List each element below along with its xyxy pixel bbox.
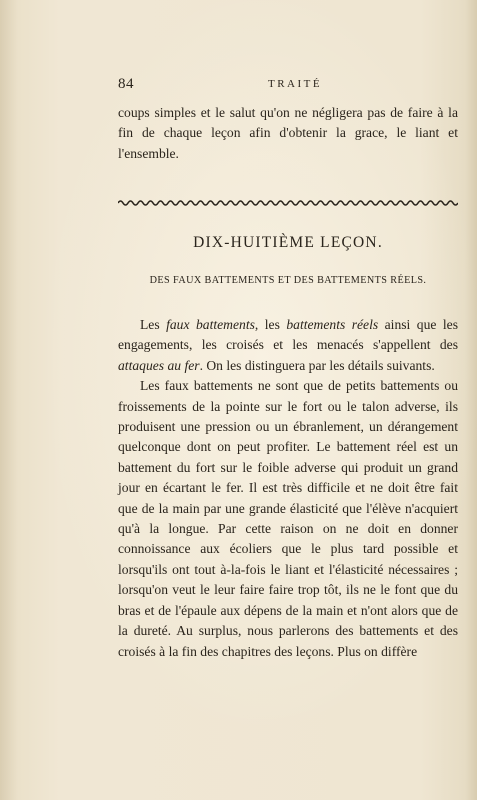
- paragraph-1-em2: battements réels: [286, 317, 379, 332]
- intro-paragraph: [118, 103, 458, 164]
- paragraph-1-part1: Les: [140, 317, 167, 332]
- page-header: [118, 76, 458, 96]
- body-text: [118, 315, 458, 662]
- page-number: 84: [118, 76, 134, 92]
- paragraph-1-em1: faux battements: [166, 317, 255, 332]
- running-title: TRAITÉ: [268, 78, 323, 90]
- wavy-rule-ornament: [118, 198, 458, 208]
- paragraph-1-part3: ainsi que les engagements, les croisés et les menacés s'appellent des: [118, 317, 459, 353]
- intro-text: coups simples et le salut qu'on ne négligera pas de faire à la fin de chaque leçon afin d'obtenir la grace, le liant et l'ensemble.: [118, 105, 458, 161]
- paragraph-1-part2: , les: [254, 317, 287, 332]
- paragraph-1: [118, 315, 458, 376]
- chapter-subtitle: DES FAUX BATTEMENTS ET DES BATTEMENTS RÉELS.: [149, 275, 427, 286]
- chapter-title: DIX-HUITIÈME LEÇON.: [193, 234, 383, 251]
- paragraph-1-em3: attaques au fer: [118, 357, 200, 373]
- paragraph-2: Les faux battements ne sont que de petits battements ou froissements de la pointe sur le fort ou le talon adverse, ils produisent une pression ou un ébranlement, un dérangement quelconque dont on peut profiter. Le battement réel est un battement du fort sur le foible adverse qui produit un grand jour en écartant le fer. Il est très difficile et ne doit être fait que de la main par une grande élasticité que l'élève n'acquiert qu'à la longue. Par cette raison on ne doit en donner connoissance aux écoliers que le plus tard possible et lorsqu'ils ont tout à-la-fois le liant et l'élasticité nécessaires ; lorsqu'on veut le leur faire faire trop tôt, ils ne le font que du bras et de l'épaule aux dépens de la main et n'ont alors que de la dureté. Au surplus, nous parlerons des battements et des croisés à la fin des chapitres des leçons. Plus on diffère: [118, 378, 458, 659]
- paragraph-1-part4: . On les distinguera par les détails suivants.: [199, 357, 435, 373]
